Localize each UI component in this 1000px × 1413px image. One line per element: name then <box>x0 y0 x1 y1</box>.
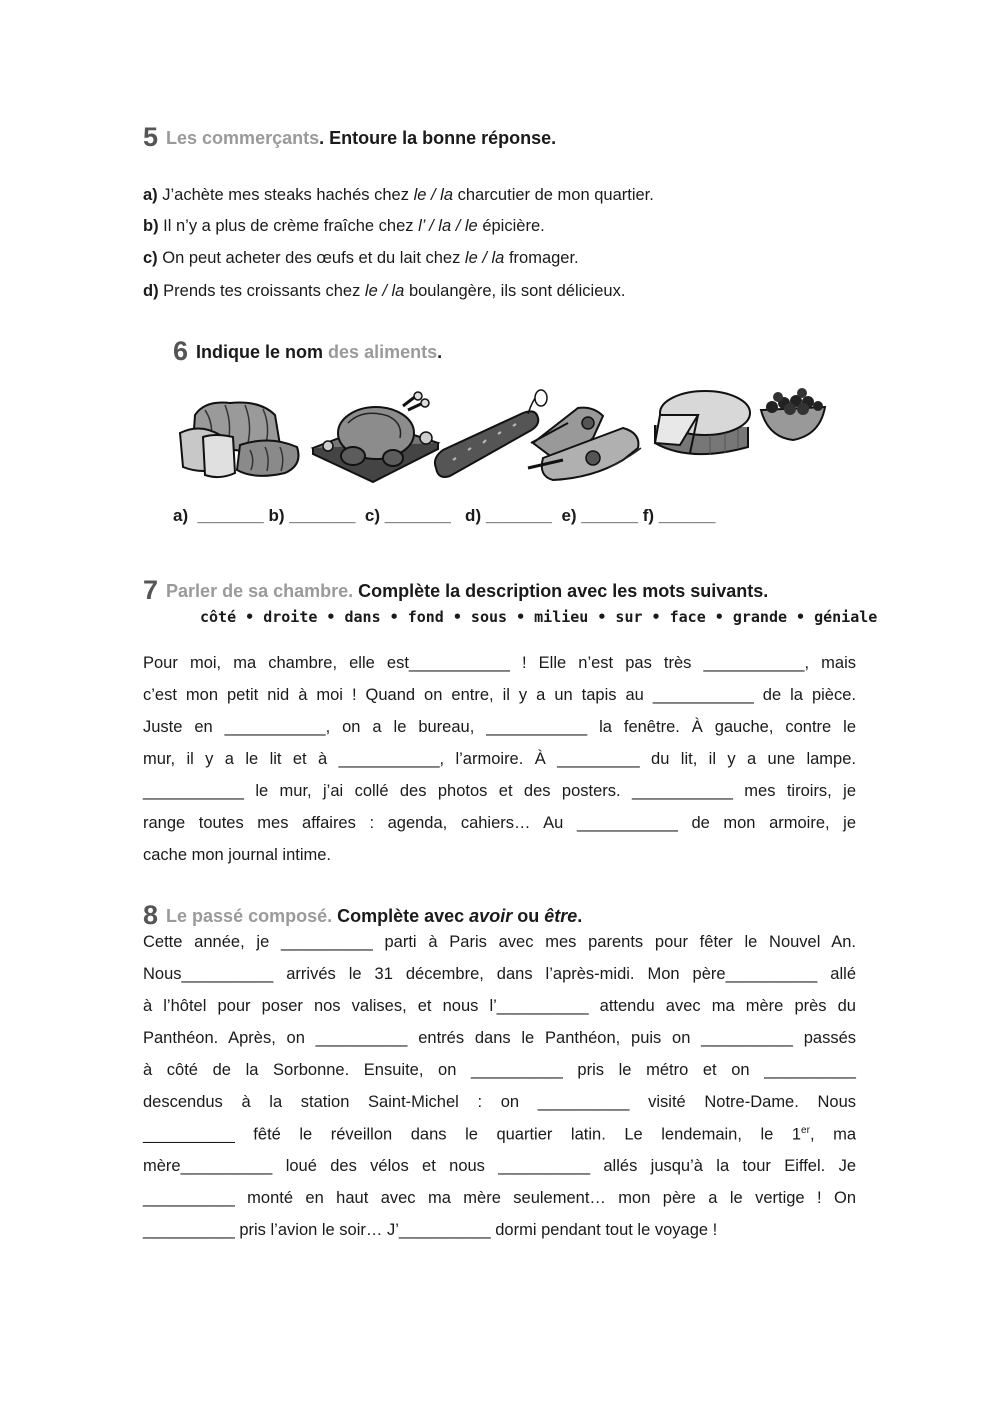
section-7-heading <box>143 575 768 606</box>
section-5-title: . Entoure la bonne réponse. <box>319 128 557 148</box>
item-choice[interactable]: le / la <box>364 282 405 300</box>
section-8-title-grey: Le passé composé. <box>166 906 333 926</box>
bread-icon <box>175 395 305 485</box>
section-8-line[interactable]: Panthéon. Après, on __________ entrés dans le Panthéon, puis on __________ passés <box>143 1029 856 1047</box>
section-5-title-grey: Les commerçants <box>166 128 320 148</box>
section-8-title-end: . <box>577 906 583 926</box>
section-6-heading <box>173 336 442 367</box>
item-label: a) <box>143 186 158 204</box>
section-8-number: 8 <box>143 900 159 930</box>
section-5-number: 5 <box>143 122 159 152</box>
section-7-line: cache mon journal intime. <box>143 846 332 864</box>
section-5-item-c <box>143 249 579 268</box>
item-text: épicière. <box>477 217 545 235</box>
section-8-heading <box>143 900 582 931</box>
section-7-line[interactable]: c’est mon petit nid à moi ! Quand on entre, il y a un tapis au ___________ de la pièce. <box>143 686 856 704</box>
olives-bowl-icon <box>758 385 828 445</box>
section-6-answer-line[interactable]: a) _______ b) _______ c) _______ d) _______ e) ______ f) ______ <box>173 506 716 525</box>
section-7-line[interactable]: Pour moi, ma chambre, elle est___________ ! Elle n’est pas très ___________, mais <box>143 654 856 672</box>
item-text: charcutier de mon quartier. <box>453 186 654 204</box>
line-text: __________ fêté le réveillon dans le quartier latin. Le lendemain, le 1 <box>143 1125 802 1144</box>
item-text: J’achète mes steaks hachés chez <box>157 186 414 204</box>
section-7-word-bank: côté • droite • dans • fond • sous • milieu • sur • face • grande • géniale <box>200 608 878 626</box>
section-8-title: Complète avec <box>332 906 470 926</box>
meat-chops-icon <box>523 398 648 488</box>
section-8-title-etre: être <box>544 906 578 926</box>
section-8-line[interactable]: __________ pris l’avion le soir… J’__________ dormi pendant tout le voyage ! <box>143 1221 718 1239</box>
section-7-line[interactable]: range toutes mes affaires : agenda, cahiers… Au ___________ de mon armoire, je <box>143 814 856 832</box>
section-8-line[interactable]: descendus à la station Saint-Michel : on __________ visité Notre-Dame. Nous <box>143 1093 856 1111</box>
section-5-heading <box>143 122 556 153</box>
item-label: d) <box>143 282 159 300</box>
roast-chicken-icon <box>308 388 443 483</box>
section-6-title: Indique le nom <box>196 342 329 362</box>
item-choice[interactable]: l’ / la / le <box>418 217 478 235</box>
section-8-title-ou: ou <box>512 906 545 926</box>
item-choice[interactable]: le / la <box>464 249 505 267</box>
item-choice[interactable]: le / la <box>413 186 453 204</box>
section-8-line[interactable]: à l’hôtel pour poser nos valises, et nous l’__________ attendu avec ma mère près du <box>143 997 856 1015</box>
superscript: er <box>801 1125 810 1136</box>
item-text: fromager. <box>504 249 579 267</box>
section-8-line[interactable] <box>143 1125 856 1145</box>
section-8-line[interactable]: mère__________ loué des vélos et nous __________ allés jusqu’à la tour Eiffel. Je <box>143 1157 856 1175</box>
section-5-item-a <box>143 186 654 205</box>
line-text: , ma <box>809 1125 856 1144</box>
section-6-number: 6 <box>173 336 189 366</box>
section-8-line[interactable]: Nous__________ arrivés le 31 décembre, dans l’après-midi. Mon père__________ allé <box>143 965 856 983</box>
item-text: Il n’y a plus de crème fraîche chez <box>158 217 419 235</box>
section-8-line[interactable]: __________ monté en haut avec ma mère seulement… mon père a le vertige ! On <box>143 1189 856 1207</box>
section-7-line[interactable]: Juste en ___________, on a le bureau, ___________ la fenêtre. À gauche, contre le <box>143 718 856 736</box>
item-text: On peut acheter des œufs et du lait chez <box>157 249 465 267</box>
section-8-line[interactable]: à côté de la Sorbonne. Ensuite, on __________ pris le métro et on __________ <box>143 1061 856 1079</box>
item-label: b) <box>143 217 159 235</box>
item-text: Prends tes croissants chez <box>158 282 365 300</box>
item-label: c) <box>143 249 158 267</box>
section-8-title-avoir: avoir <box>469 906 513 926</box>
cheese-wheel-icon <box>650 385 755 465</box>
item-text: boulangère, ils sont délicieux. <box>404 282 626 300</box>
section-7-line[interactable]: mur, il y a le lit et à ___________, l’armoire. À _________ du lit, il y a une lampe. <box>143 750 856 768</box>
section-6-title-grey: des aliments <box>328 342 438 362</box>
section-6-title-end: . <box>437 342 443 362</box>
section-7-number: 7 <box>143 575 159 605</box>
section-5-item-d <box>143 282 625 301</box>
section-8-line[interactable]: Cette année, je __________ parti à Paris avec mes parents pour fêter le Nouvel An. <box>143 933 856 951</box>
section-7-title: Complète la description avec les mots suivants. <box>353 581 769 601</box>
section-5-item-b <box>143 217 545 236</box>
section-7-line[interactable]: ___________ le mur, j’ai collé des photos et des posters. ___________ mes tiroirs, je <box>143 782 856 800</box>
section-7-title-grey: Parler de sa chambre. <box>166 581 354 601</box>
